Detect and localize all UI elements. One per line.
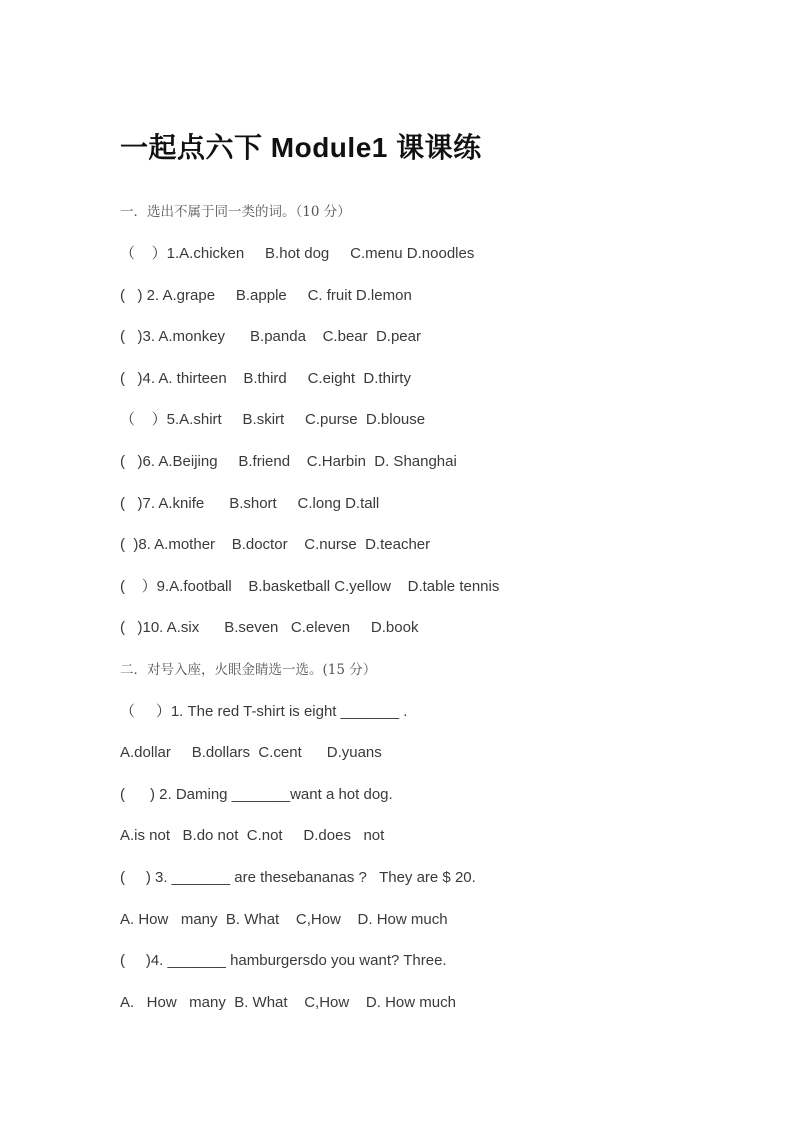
question-line: ( )3. A.monkey B.panda C.bear D.pear [120,328,421,345]
answer-options-line: A. How many B. What C,How D. How much [120,911,448,928]
question-line: ( ) 2. Daming _______want a hot dog. [120,786,393,803]
answer-options-line: A.dollar B.dollars C.cent D.yuans [120,744,382,761]
question-line: ( ) 3. _______ are thesebananas ? They are $ 20. [120,869,476,886]
section-1-heading: 一．选出不属于同一类的词。（10 分） [120,204,351,220]
section-2-heading: 二．对号入座，火眼金睛选一选。(15 分） [120,662,377,678]
question-line: ( )4. _______ hamburgersdo you want? Three. [120,952,447,969]
page-title: 一起点六下 Module1 课课练 [120,132,482,163]
question-line: （ ）1. The red T-shirt is eight _______ . [120,703,408,720]
question-line: ( )8. A.mother B.doctor C.nurse D.teacher [120,536,431,553]
answer-options-line: A. How many B. What C,How D. How much [120,994,456,1011]
question-line: ( )10. A.six B.seven C.eleven D.book [120,619,419,636]
answer-options-line: A.is not B.do not C.not D.does not [120,827,385,844]
question-line: ( )4. A. thirteen B.third C.eight D.thirty [120,370,411,387]
question-line: （ ）5.A.shirt B.skirt C.purse D.blouse [120,411,426,428]
question-line: ( )6. A.Beijing B.friend C.Harbin D. Shanghai [120,453,457,470]
question-line: ( )7. A.knife B.short C.long D.tall [120,495,380,512]
question-line: ( ) 2. A.grape B.apple C. fruit D.lemon [120,287,412,304]
question-line: ( ）9.A.football B.basketball C.yellow D.table tennis [120,578,500,595]
question-line: （ ）1.A.chicken B.hot dog C.menu D.noodles [120,245,475,262]
